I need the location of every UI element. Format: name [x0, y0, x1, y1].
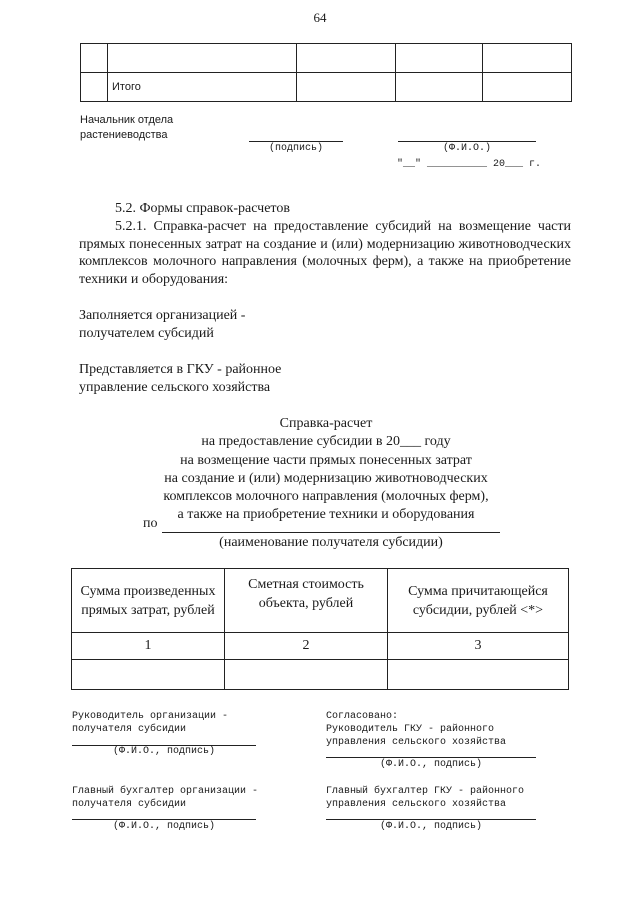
form-title-line: комплексов молочного направления (молочных ферм),: [163, 489, 489, 505]
chief-accountant-organization-caption: (Ф.И.О., подпись): [112, 821, 216, 832]
chief-accountant-organization-block: [72, 785, 258, 811]
table-cell: [483, 44, 572, 73]
fio-line: [398, 141, 536, 142]
table-cell: [396, 73, 483, 102]
filled-by-note: [79, 307, 245, 342]
head-of-gku-line2: управления сельского хозяйства: [326, 737, 507, 748]
table-cell: [81, 44, 108, 73]
column-header-2: Сметная стоимость объекта, рублей: [225, 569, 388, 633]
head-of-organization-line2: получателя субсидии: [72, 724, 187, 735]
form-title-line: на создание и (или) модернизацию животноводческих: [164, 470, 488, 486]
signoff-role-line1: Начальник отдела: [80, 114, 174, 126]
chief-accountant-gku-line2: управления сельского хозяйства: [326, 799, 507, 810]
head-of-gku-line1: Руководитель ГКУ - районного: [326, 724, 495, 735]
page-number: 64: [313, 10, 327, 25]
signoff-role: [80, 113, 173, 143]
table-cell: [225, 660, 388, 690]
chief-accountant-gku-caption: (Ф.И.О., подпись): [379, 821, 483, 832]
submitted-to-line2: управление сельского хозяйства: [79, 379, 271, 395]
chief-accountant-organization-line1: Главный бухгалтер организации -: [72, 786, 259, 797]
section-paragraph: 5.2.1. Справка-расчет на предоставление субсидий на возмещение части прямых понесенных затрат на создание и (или) модернизацию животноводческих комплексов молочного направления (молочных ферм), а также на приобретение техники и оборудования:: [79, 219, 571, 287]
signature-line: [249, 141, 343, 142]
section-heading: 5.2. Формы справок-расчетов: [115, 201, 290, 216]
form-title-line: на предоставление субсидии в 20___ году: [201, 434, 451, 450]
filled-by-line2: получателем субсидий: [79, 325, 214, 341]
recipient-line: [162, 532, 500, 533]
head-of-organization-caption: (Ф.И.О., подпись): [112, 746, 216, 757]
submitted-to-note: [79, 361, 281, 396]
signature-caption: (подпись): [268, 143, 323, 154]
top-table: [80, 43, 572, 102]
submitted-to-line1: Представляется в ГКУ - районное: [79, 362, 282, 377]
table-cell: [388, 660, 569, 690]
form-title-line: Справка-расчет: [279, 416, 373, 431]
calculation-table: [71, 568, 569, 690]
chief-accountant-organization-line2: получателя субсидии: [72, 799, 187, 810]
fio-caption: (Ф.И.О.): [442, 143, 491, 154]
table-cell: [81, 73, 108, 102]
date-line: "__" __________ 20___ г.: [397, 159, 542, 170]
po-label: по: [143, 516, 158, 531]
signoff-role-line2: растениеводства: [80, 129, 168, 141]
table-cell: [483, 73, 572, 102]
filled-by-line1: Заполняется организацией -: [79, 308, 246, 323]
table-cell: [297, 73, 396, 102]
table-cell: [108, 44, 297, 73]
form-title-line: на возмещение части прямых понесенных затрат: [180, 452, 472, 468]
head-of-gku-signature-line: [326, 757, 536, 758]
column-number-3: 3: [388, 633, 569, 660]
form-title-line: а также на приобретение техники и оборудования: [177, 507, 475, 523]
table-cell: [297, 44, 396, 73]
chief-accountant-organization-signature-line: [72, 819, 256, 820]
recipient-caption: (наименование получателя субсидии): [219, 535, 443, 550]
approved-label: Согласовано:: [326, 711, 399, 722]
column-header-1: Сумма произведенных прямых затрат, рублей: [72, 569, 225, 633]
chief-accountant-gku-block: [326, 785, 524, 811]
approved-block: [326, 710, 506, 749]
total-label: Итого: [108, 73, 297, 102]
table-cell: [396, 44, 483, 73]
table-cell: [72, 660, 225, 690]
head-of-organization-block: [72, 710, 228, 736]
column-number-2: 2: [225, 633, 388, 660]
head-of-gku-caption: (Ф.И.О., подпись): [379, 759, 483, 770]
form-title: [80, 415, 572, 525]
column-number-1: 1: [72, 633, 225, 660]
chief-accountant-gku-signature-line: [326, 819, 536, 820]
column-header-3: Сумма причитающейся субсидии, рублей <*>: [388, 569, 569, 633]
chief-accountant-gku-line1: Главный бухгалтер ГКУ - районного: [326, 786, 525, 797]
head-of-organization-line1: Руководитель организации -: [72, 711, 229, 722]
